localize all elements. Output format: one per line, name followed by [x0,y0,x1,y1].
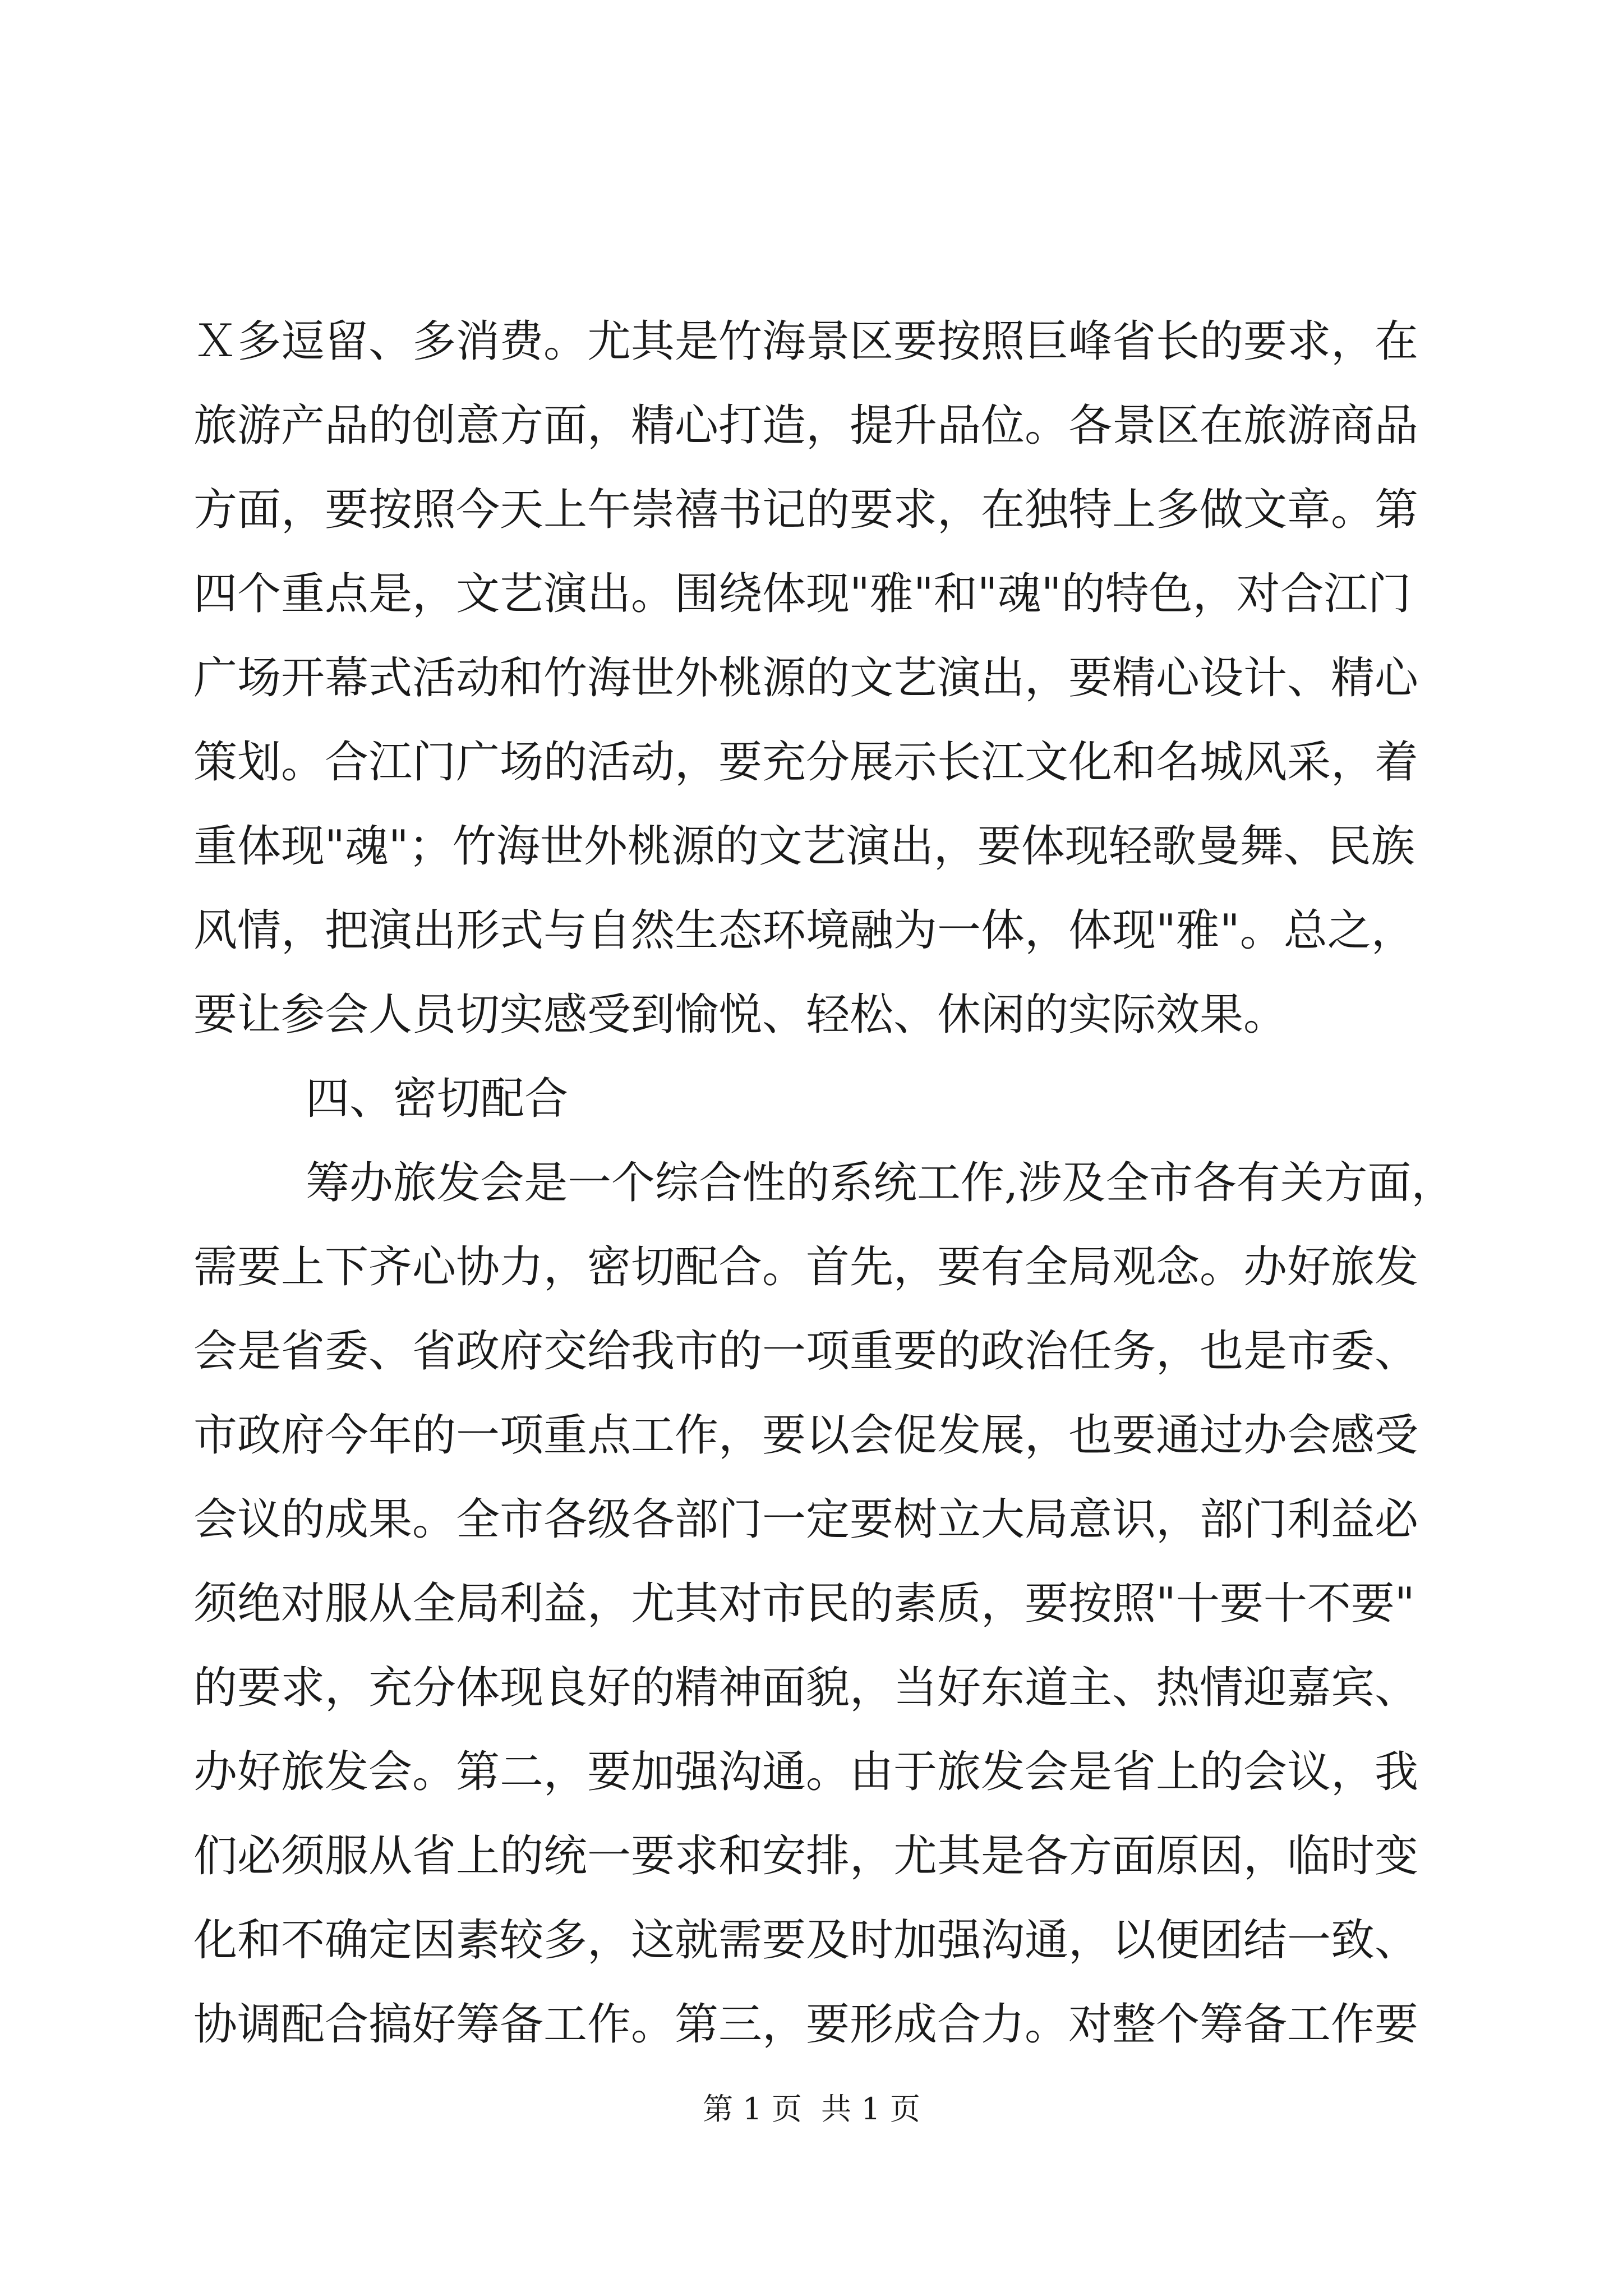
text-line [0,1982,1623,2067]
text-line [0,1814,1623,1898]
text-line [0,1309,1623,1393]
text-line [0,1898,1623,1982]
line-text: 重体现"魂"；竹海世外桃源的文艺演出，要体现轻歌曼舞、民族 [193,821,1415,872]
line-text: 风情，把演出形式与自然生态环境融为一体，体现"雅"。总之， [193,905,1415,956]
line-text: 要让参会人员切实感受到愉悦、轻松、休闲的实际效果。 [193,990,1288,1040]
text-line [0,552,1623,636]
text-line [0,1393,1623,1478]
line-text: 旅游产品的创意方面，精心打造，提升品位。各景区在旅游商品 [193,401,1419,451]
line-text: 会议的成果。全市各级各部门一定要树立大局意识，部门利益必 [193,1494,1419,1545]
line-text: 需要上下齐心协力，密切配合。首先，要有全局观念。办好旅发 [193,1242,1419,1292]
line-text: 办好旅发会。第二，要加强沟通。由于旅发会是省上的会议，我 [193,1747,1419,1797]
text-line [0,468,1623,552]
text-line [0,1730,1623,1814]
line-text: 会是省委、省政府交给我市的一项重要的政治任务，也是市委、 [193,1326,1419,1377]
text-line [0,1478,1623,1562]
text-line [0,1141,1623,1225]
text-line [0,889,1623,973]
line-text: 四个重点是，文艺演出。围绕体现"雅"和"魂"的特色，对合江门 [193,569,1412,619]
text-line [0,1646,1623,1730]
text-line [0,804,1623,889]
line-text: 们必须服从省上的统一要求和安排，尤其是各方面原因，临时变 [193,1831,1419,1881]
line-text: 广场开幕式活动和竹海世外桃源的文艺演出，要精心设计、精心 [193,653,1419,703]
line-text: 须绝对服从全局利益，尤其对市民的素质，要按照"十要十不要" [193,1579,1415,1629]
text-line [0,720,1623,804]
line-text: 筹办旅发会是一个综合性的系统工作,涉及全市各有关方面， [306,1158,1455,1208]
line-text: 策划。合江门广场的活动，要充分展示长江文化和名城风采，着 [193,737,1419,788]
line-text: 的要求，充分体现良好的精神面貌，当好东道主、热情迎嘉宾、 [193,1663,1419,1713]
page-footer: 第 1 页 共 1 页 [703,2091,920,2127]
text-line [0,973,1623,1057]
section-heading-text: 四、密切配合 [306,1074,569,1124]
line-text: 方面，要按照今天上午崇禧书记的要求，在独特上多做文章。第 [193,485,1419,535]
text-line [0,1562,1623,1646]
line-text: Ｘ多逗留、多消费。尤其是竹海景区要按照巨峰省长的要求，在 [193,316,1419,367]
line-text: 市政府今年的一项重点工作，要以会促发展，也要通过办会感受 [193,1410,1419,1461]
line-text: 协调配合搞好筹备工作。第三，要形成合力。对整个筹备工作要 [193,1999,1419,2050]
text-line [0,1225,1623,1309]
section-heading [0,1057,1623,1141]
line-text: 化和不确定因素较多，这就需要及时加强沟通，以便团结一致、 [193,1915,1419,1966]
text-line [0,636,1623,720]
text-line [0,300,1623,384]
text-line [0,384,1623,468]
